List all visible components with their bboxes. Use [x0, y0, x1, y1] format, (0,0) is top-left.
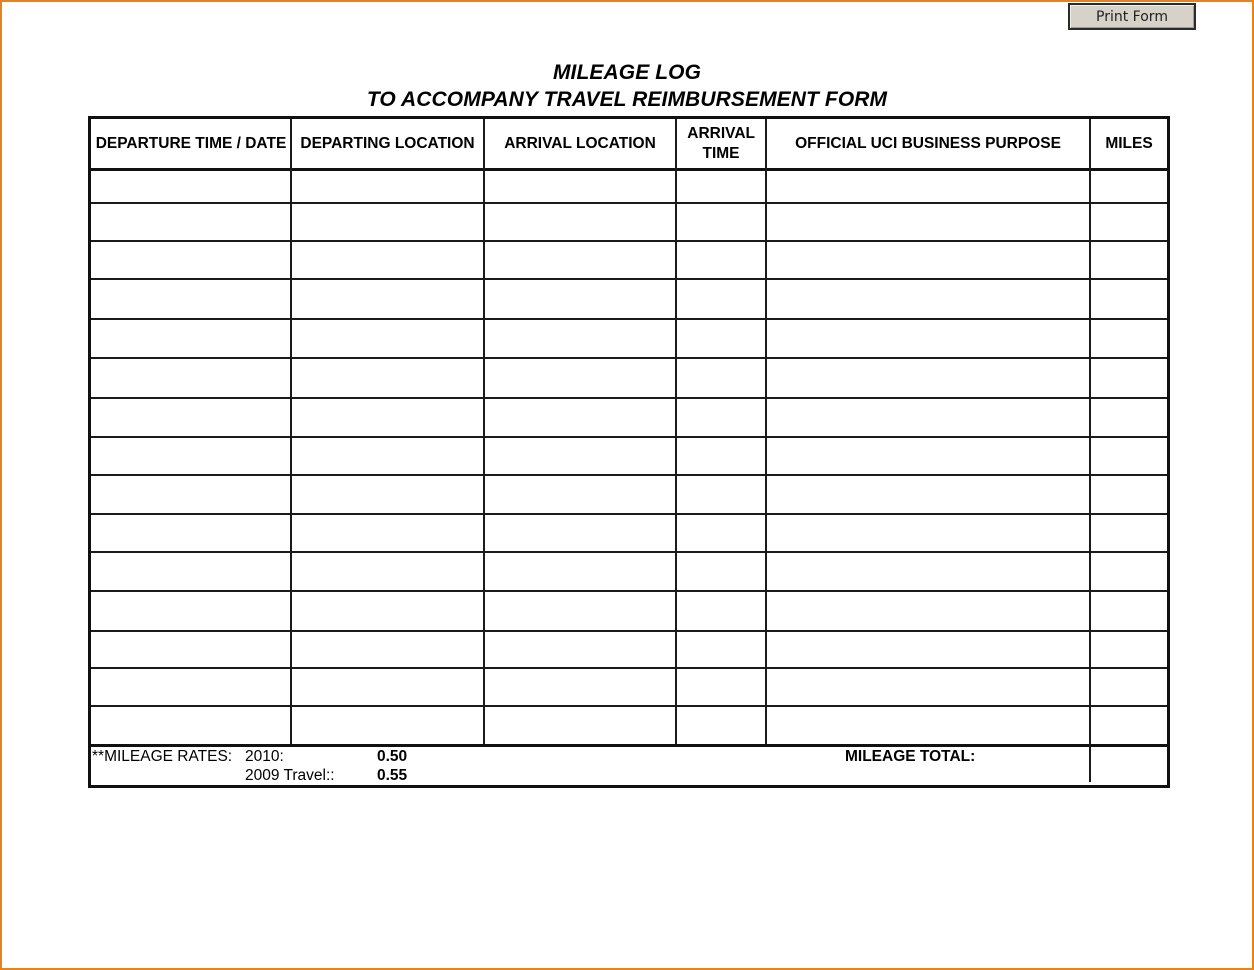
cell-departing-location[interactable] [292, 476, 483, 513]
cell-departure-time-date[interactable] [93, 438, 290, 474]
cell-departing-location[interactable] [292, 438, 483, 474]
cell-miles[interactable] [1091, 438, 1167, 474]
cell-departure-time-date[interactable] [93, 632, 290, 667]
cell-departing-location[interactable] [292, 204, 483, 240]
cell-arrival-time[interactable] [677, 476, 765, 513]
cell-departure-time-date[interactable] [93, 476, 290, 513]
cell-departing-location[interactable] [292, 632, 483, 667]
cell-business-purpose[interactable] [767, 438, 1089, 474]
cell-miles[interactable] [1091, 280, 1167, 318]
cell-departing-location[interactable] [292, 515, 483, 551]
cell-miles[interactable] [1091, 399, 1167, 436]
cell-departing-location[interactable] [292, 592, 483, 630]
cell-business-purpose[interactable] [767, 632, 1089, 667]
cell-departure-time-date[interactable] [93, 171, 290, 202]
cell-arrival-location[interactable] [485, 632, 675, 667]
rate-2010-value: 0.50 [377, 748, 408, 765]
column-header-arrival-location: ARRIVAL LOCATION [504, 135, 656, 152]
cell-arrival-time[interactable] [677, 280, 765, 318]
cell-arrival-time[interactable] [677, 592, 765, 630]
rate-2009-value: 0.55 [377, 767, 408, 784]
cell-departing-location[interactable] [292, 399, 483, 436]
cell-departure-time-date[interactable] [93, 669, 290, 705]
cell-business-purpose[interactable] [767, 669, 1089, 705]
cell-miles[interactable] [1091, 320, 1167, 357]
page-title: MILEAGE LOG [552, 61, 702, 84]
cell-business-purpose[interactable] [767, 553, 1089, 590]
rate-2010-label: 2010: [245, 748, 284, 765]
mileage-total-field[interactable] [1091, 747, 1168, 784]
cell-departing-location[interactable] [292, 242, 483, 278]
cell-arrival-time[interactable] [677, 242, 765, 278]
cell-departing-location[interactable] [292, 359, 483, 397]
cell-arrival-location[interactable] [485, 242, 675, 278]
cell-arrival-location[interactable] [485, 171, 675, 202]
cell-arrival-time[interactable] [677, 204, 765, 240]
cell-departure-time-date[interactable] [93, 399, 290, 436]
column-header-departing-location: DEPARTING LOCATION [300, 135, 475, 152]
cell-business-purpose[interactable] [767, 592, 1089, 630]
cell-business-purpose[interactable] [767, 204, 1089, 240]
page-subtitle: TO ACCOMPANY TRAVEL REIMBURSEMENT FORM [366, 88, 888, 111]
mileage-log-table [88, 116, 1170, 788]
cell-arrival-location[interactable] [485, 280, 675, 318]
cell-business-purpose[interactable] [767, 242, 1089, 278]
cell-arrival-location[interactable] [485, 707, 675, 744]
cell-miles[interactable] [1091, 632, 1167, 667]
cell-departure-time-date[interactable] [93, 592, 290, 630]
cell-departing-location[interactable] [292, 669, 483, 705]
cell-arrival-location[interactable] [485, 669, 675, 705]
cell-departing-location[interactable] [292, 171, 483, 202]
cell-miles[interactable] [1091, 359, 1167, 397]
rate-2009-label: 2009 Travel:: [245, 767, 335, 784]
cell-departure-time-date[interactable] [93, 515, 290, 551]
cell-departure-time-date[interactable] [93, 204, 290, 240]
column-header-business-purpose: OFFICIAL UCI BUSINESS PURPOSE [795, 135, 1061, 152]
cell-arrival-time[interactable] [677, 399, 765, 436]
cell-business-purpose[interactable] [767, 280, 1089, 318]
cell-departure-time-date[interactable] [93, 242, 290, 278]
cell-miles[interactable] [1091, 476, 1167, 513]
cell-business-purpose[interactable] [767, 320, 1089, 357]
cell-arrival-location[interactable] [485, 204, 675, 240]
cell-arrival-time[interactable] [677, 320, 765, 357]
cell-arrival-time[interactable] [677, 707, 765, 744]
cell-departure-time-date[interactable] [93, 359, 290, 397]
mileage-total-label: MILEAGE TOTAL: [845, 748, 976, 765]
cell-arrival-time[interactable] [677, 632, 765, 667]
cell-business-purpose[interactable] [767, 171, 1089, 202]
cell-business-purpose[interactable] [767, 476, 1089, 513]
cell-departure-time-date[interactable] [93, 280, 290, 318]
cell-arrival-time[interactable] [677, 438, 765, 474]
cell-arrival-location[interactable] [485, 320, 675, 357]
cell-arrival-time[interactable] [677, 171, 765, 202]
print-form-button[interactable]: Print Form [1068, 3, 1196, 30]
cell-arrival-location[interactable] [485, 359, 675, 397]
cell-miles[interactable] [1091, 242, 1167, 278]
cell-departure-time-date[interactable] [93, 320, 290, 357]
cell-departing-location[interactable] [292, 707, 483, 744]
cell-miles[interactable] [1091, 515, 1167, 551]
cell-departure-time-date[interactable] [93, 707, 290, 744]
cell-arrival-time[interactable] [677, 515, 765, 551]
cell-departing-location[interactable] [292, 280, 483, 318]
cell-arrival-location[interactable] [485, 592, 675, 630]
cell-arrival-time[interactable] [677, 553, 765, 590]
cell-arrival-location[interactable] [485, 476, 675, 513]
column-header-miles: MILES [1105, 135, 1153, 152]
cell-miles[interactable] [1091, 553, 1167, 590]
cell-business-purpose[interactable] [767, 359, 1089, 397]
cell-arrival-location[interactable] [485, 515, 675, 551]
cell-miles[interactable] [1091, 707, 1167, 744]
cell-business-purpose[interactable] [767, 707, 1089, 744]
cell-miles[interactable] [1091, 204, 1167, 240]
cell-departure-time-date[interactable] [93, 553, 290, 590]
cell-arrival-location[interactable] [485, 399, 675, 436]
cell-arrival-location[interactable] [485, 553, 675, 590]
cell-miles[interactable] [1091, 171, 1167, 202]
cell-miles[interactable] [1091, 669, 1167, 705]
column-header-departure-time-date: DEPARTURE TIME / DATE [95, 135, 287, 152]
cell-arrival-time[interactable] [677, 359, 765, 397]
cell-departing-location[interactable] [292, 320, 483, 357]
mileage-rates-label: **MILEAGE RATES: [92, 748, 233, 765]
cell-arrival-time[interactable] [677, 669, 765, 705]
cell-business-purpose[interactable] [767, 399, 1089, 436]
cell-departing-location[interactable] [292, 553, 483, 590]
cell-arrival-location[interactable] [485, 438, 675, 474]
cell-business-purpose[interactable] [767, 515, 1089, 551]
footer-divider [91, 744, 1167, 747]
cell-miles[interactable] [1091, 592, 1167, 630]
column-header-arrival-time: ARRIVAL TIME [687, 125, 756, 162]
